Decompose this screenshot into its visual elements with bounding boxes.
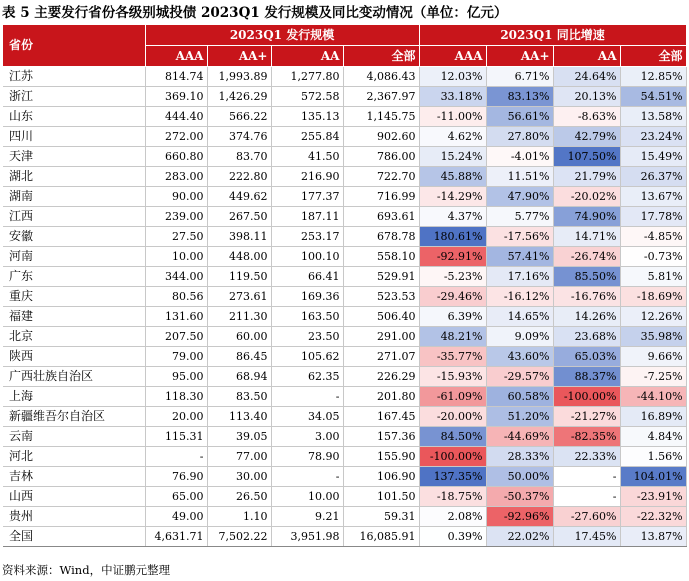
scale-cell: - [271,387,343,407]
growth-cell: -100.00% [553,387,620,407]
scale-cell: 1,426.29 [207,87,271,107]
growth-cell: 13.67% [620,187,686,207]
scale-cell: - [145,447,207,467]
scale-cell: 1,145.75 [343,107,419,127]
col-header-scale-aaa: AAA [145,46,207,67]
table-row [3,507,686,527]
growth-cell: -17.56% [486,227,553,247]
scale-cell: 506.40 [343,307,419,327]
growth-cell: 20.13% [553,87,620,107]
growth-cell: 4.37% [419,207,486,227]
growth-cell: 35.98% [620,327,686,347]
table-row [3,227,686,247]
scale-cell: 83.70 [207,147,271,167]
col-header-growth-all: 全部 [620,46,686,67]
growth-cell: 17.16% [486,267,553,287]
growth-cell: 45.88% [419,167,486,187]
growth-cell: -92.91% [419,247,486,267]
scale-cell: 169.36 [271,287,343,307]
growth-cell: 47.90% [486,187,553,207]
growth-cell: 56.61% [486,107,553,127]
scale-cell: 60.00 [207,327,271,347]
growth-cell: -26.74% [553,247,620,267]
growth-cell: 83.13% [486,87,553,107]
province-cell: 全国 [3,527,145,547]
growth-cell: -18.69% [620,287,686,307]
province-cell: 广东 [3,267,145,287]
scale-cell: 113.40 [207,407,271,427]
scale-cell: 1,993.89 [207,67,271,87]
table-title: 表 5 主要发行省份各级别城投债 2023Q1 发行规模及同比变动情况（单位：亿元） [2,5,508,21]
scale-cell: 786.00 [343,147,419,167]
growth-cell: 15.24% [419,147,486,167]
scale-cell: 80.56 [145,287,207,307]
growth-cell: - [553,467,620,487]
growth-cell: 23.24% [620,127,686,147]
growth-cell: 180.61% [419,227,486,247]
table-row [3,187,686,207]
province-cell: 福建 [3,307,145,327]
growth-cell: 23.68% [553,327,620,347]
province-cell: 上海 [3,387,145,407]
growth-cell: 16.89% [620,407,686,427]
scale-cell: 291.00 [343,327,419,347]
growth-cell: -16.12% [486,287,553,307]
province-cell: 北京 [3,327,145,347]
table-row [3,167,686,187]
scale-cell: 374.76 [207,127,271,147]
scale-cell: 41.50 [271,147,343,167]
scale-cell: 106.90 [343,467,419,487]
scale-cell: 187.11 [271,207,343,227]
scale-cell: 115.31 [145,427,207,447]
table-row [3,427,686,447]
scale-cell: 65.00 [145,487,207,507]
growth-cell: -11.00% [419,107,486,127]
scale-cell: 344.00 [145,267,207,287]
growth-cell: -44.10% [620,387,686,407]
scale-cell: 77.00 [207,447,271,467]
table-row [3,467,686,487]
growth-group-header: 2023Q1 同比增速 [419,25,686,46]
growth-cell: -20.00% [419,407,486,427]
scale-cell: 119.50 [207,267,271,287]
scale-cell: 3,951.98 [271,527,343,547]
scale-cell: 398.11 [207,227,271,247]
province-header: 省份 [3,25,145,67]
col-header-scale-all: 全部 [343,46,419,67]
scale-cell: 253.17 [271,227,343,247]
scale-cell: 660.80 [145,147,207,167]
growth-cell: -44.69% [486,427,553,447]
growth-cell: 14.26% [553,307,620,327]
table-row [3,527,686,547]
scale-cell: 155.90 [343,447,419,467]
scale-cell: 4,631.71 [145,527,207,547]
scale-cell: 101.50 [343,487,419,507]
growth-cell: 22.02% [486,527,553,547]
growth-cell: 15.49% [620,147,686,167]
growth-cell: 14.65% [486,307,553,327]
growth-cell: 54.51% [620,87,686,107]
growth-cell: 9.66% [620,347,686,367]
growth-cell: -92.96% [486,507,553,527]
scale-cell: 135.13 [271,107,343,127]
table-row [3,267,686,287]
growth-cell: -61.09% [419,387,486,407]
growth-cell: 85.50% [553,267,620,287]
province-cell: 广西壮族自治区 [3,367,145,387]
scale-cell: 814.74 [145,67,207,87]
growth-cell: 21.79% [553,167,620,187]
growth-cell: 0.39% [419,527,486,547]
scale-cell: 529.91 [343,267,419,287]
growth-cell: -22.32% [620,507,686,527]
scale-cell: 30.00 [207,467,271,487]
table-row [3,307,686,327]
scale-cell: 83.50 [207,387,271,407]
growth-cell: 104.01% [620,467,686,487]
col-header-scale-aaplus: AA+ [207,46,271,67]
scale-cell: 271.07 [343,347,419,367]
table-row [3,207,686,227]
growth-cell: -23.91% [620,487,686,507]
province-cell: 吉林 [3,467,145,487]
scale-cell: 267.50 [207,207,271,227]
scale-cell: 1.10 [207,507,271,527]
scale-cell: 100.10 [271,247,343,267]
province-cell: 云南 [3,427,145,447]
province-cell: 重庆 [3,287,145,307]
table-row [3,407,686,427]
table-body [3,67,686,547]
growth-cell: 60.58% [486,387,553,407]
growth-cell: -14.29% [419,187,486,207]
scale-cell: 369.10 [145,87,207,107]
scale-cell: 523.53 [343,287,419,307]
growth-cell: 50.00% [486,467,553,487]
scale-cell: 177.37 [271,187,343,207]
scale-cell: 10.00 [145,247,207,267]
scale-cell: 558.10 [343,247,419,267]
scale-cell: 68.94 [207,367,271,387]
scale-cell: 118.30 [145,387,207,407]
scale-cell: 902.60 [343,127,419,147]
growth-cell: 13.58% [620,107,686,127]
growth-cell: 14.71% [553,227,620,247]
growth-cell: 12.26% [620,307,686,327]
table-row [3,387,686,407]
growth-cell: - [553,487,620,507]
growth-cell: 27.80% [486,127,553,147]
growth-cell: 84.50% [419,427,486,447]
table-row [3,447,686,467]
scale-cell: 95.00 [145,367,207,387]
scale-cell: 226.29 [343,367,419,387]
growth-cell: 137.35% [419,467,486,487]
issuance-table [3,25,687,547]
scale-cell: 34.05 [271,407,343,427]
scale-cell: 283.00 [145,167,207,187]
scale-cell: 566.22 [207,107,271,127]
scale-group-header: 2023Q1 发行规模 [145,25,419,46]
scale-cell: 163.50 [271,307,343,327]
province-cell: 天津 [3,147,145,167]
scale-cell: 39.05 [207,427,271,447]
province-cell: 河北 [3,447,145,467]
growth-cell: -15.93% [419,367,486,387]
growth-cell: 17.78% [620,207,686,227]
col-header-scale-aa: AA [271,46,343,67]
growth-cell: 2.08% [419,507,486,527]
growth-cell: -35.77% [419,347,486,367]
province-cell: 新疆维吾尔自治区 [3,407,145,427]
scale-cell: 207.50 [145,327,207,347]
scale-cell: 2,367.97 [343,87,419,107]
scale-cell: 216.90 [271,167,343,187]
province-cell: 湖北 [3,167,145,187]
scale-cell: 167.45 [343,407,419,427]
province-cell: 四川 [3,127,145,147]
scale-cell: 693.61 [343,207,419,227]
growth-cell: -27.60% [553,507,620,527]
growth-cell: 6.71% [486,67,553,87]
growth-cell: 107.50% [553,147,620,167]
growth-cell: -16.76% [553,287,620,307]
growth-cell: -29.46% [419,287,486,307]
scale-cell: 26.50 [207,487,271,507]
province-cell: 湖南 [3,187,145,207]
province-cell: 贵州 [3,507,145,527]
province-cell: 山东 [3,107,145,127]
growth-cell: 12.85% [620,67,686,87]
scale-cell: 448.00 [207,247,271,267]
scale-cell: 222.80 [207,167,271,187]
growth-cell: -0.73% [620,247,686,267]
scale-cell: 23.50 [271,327,343,347]
growth-cell: -82.35% [553,427,620,447]
growth-cell: 12.03% [419,67,486,87]
table-row [3,67,686,87]
growth-cell: 5.81% [620,267,686,287]
province-cell: 安徽 [3,227,145,247]
growth-cell: 43.60% [486,347,553,367]
growth-cell: 33.18% [419,87,486,107]
growth-cell: -18.75% [419,487,486,507]
growth-cell: -4.01% [486,147,553,167]
table-row [3,487,686,507]
scale-cell: 201.80 [343,387,419,407]
scale-cell: 105.62 [271,347,343,367]
scale-cell: 211.30 [207,307,271,327]
growth-cell: 51.20% [486,407,553,427]
growth-cell: 6.39% [419,307,486,327]
growth-cell: -5.23% [419,267,486,287]
table-row [3,347,686,367]
scale-cell: 79.00 [145,347,207,367]
col-header-growth-aaa: AAA [419,46,486,67]
scale-cell: 20.00 [145,407,207,427]
scale-cell: 62.35 [271,367,343,387]
growth-cell: 65.03% [553,347,620,367]
scale-cell: 66.41 [271,267,343,287]
table-row [3,367,686,387]
growth-cell: 5.77% [486,207,553,227]
growth-cell: -29.57% [486,367,553,387]
growth-cell: -21.27% [553,407,620,427]
growth-cell: -20.02% [553,187,620,207]
scale-cell: 59.31 [343,507,419,527]
scale-cell: 1,277.80 [271,67,343,87]
scale-cell: 7,502.22 [207,527,271,547]
scale-cell: 272.00 [145,127,207,147]
scale-cell: 255.84 [271,127,343,147]
scale-cell: 239.00 [145,207,207,227]
table-row [3,147,686,167]
scale-cell: 131.60 [145,307,207,327]
scale-cell: 86.45 [207,347,271,367]
growth-cell: 26.37% [620,167,686,187]
table-row [3,247,686,267]
growth-cell: -100.00% [419,447,486,467]
growth-cell: 88.37% [553,367,620,387]
growth-cell: -50.37% [486,487,553,507]
scale-cell: 273.61 [207,287,271,307]
growth-cell: 42.79% [553,127,620,147]
growth-cell: 1.56% [620,447,686,467]
scale-cell: 49.00 [145,507,207,527]
growth-cell: 17.45% [553,527,620,547]
scale-cell: 722.70 [343,167,419,187]
scale-cell: 10.00 [271,487,343,507]
scale-cell: 716.99 [343,187,419,207]
province-cell: 江苏 [3,67,145,87]
scale-cell: 678.78 [343,227,419,247]
growth-cell: -8.63% [553,107,620,127]
scale-cell: 16,085.91 [343,527,419,547]
growth-cell: 74.90% [553,207,620,227]
growth-cell: -4.85% [620,227,686,247]
table-row [3,327,686,347]
growth-cell: 22.33% [553,447,620,467]
province-cell: 山西 [3,487,145,507]
source-note: 资料来源：Wind，中证鹏元整理 [2,563,171,577]
table-row [3,107,686,127]
scale-cell: 9.21 [271,507,343,527]
province-cell: 河南 [3,247,145,267]
growth-cell: 11.51% [486,167,553,187]
growth-cell: 48.21% [419,327,486,347]
scale-cell: 444.40 [145,107,207,127]
table-row [3,287,686,307]
table-row [3,127,686,147]
scale-cell: - [271,467,343,487]
growth-cell: 9.09% [486,327,553,347]
col-header-growth-aa: AA [553,46,620,67]
scale-cell: 90.00 [145,187,207,207]
province-cell: 陕西 [3,347,145,367]
growth-cell: -7.25% [620,367,686,387]
province-cell: 江西 [3,207,145,227]
scale-cell: 572.58 [271,87,343,107]
growth-cell: 4.62% [419,127,486,147]
scale-cell: 3.00 [271,427,343,447]
col-header-growth-aaplus: AA+ [486,46,553,67]
growth-cell: 24.64% [553,67,620,87]
growth-cell: 28.33% [486,447,553,467]
growth-cell: 13.87% [620,527,686,547]
table-row [3,87,686,107]
growth-cell: 4.84% [620,427,686,447]
scale-cell: 449.62 [207,187,271,207]
scale-cell: 27.50 [145,227,207,247]
growth-cell: 57.41% [486,247,553,267]
scale-cell: 78.90 [271,447,343,467]
scale-cell: 4,086.43 [343,67,419,87]
province-cell: 浙江 [3,87,145,107]
scale-cell: 157.36 [343,427,419,447]
scale-cell: 76.90 [145,467,207,487]
